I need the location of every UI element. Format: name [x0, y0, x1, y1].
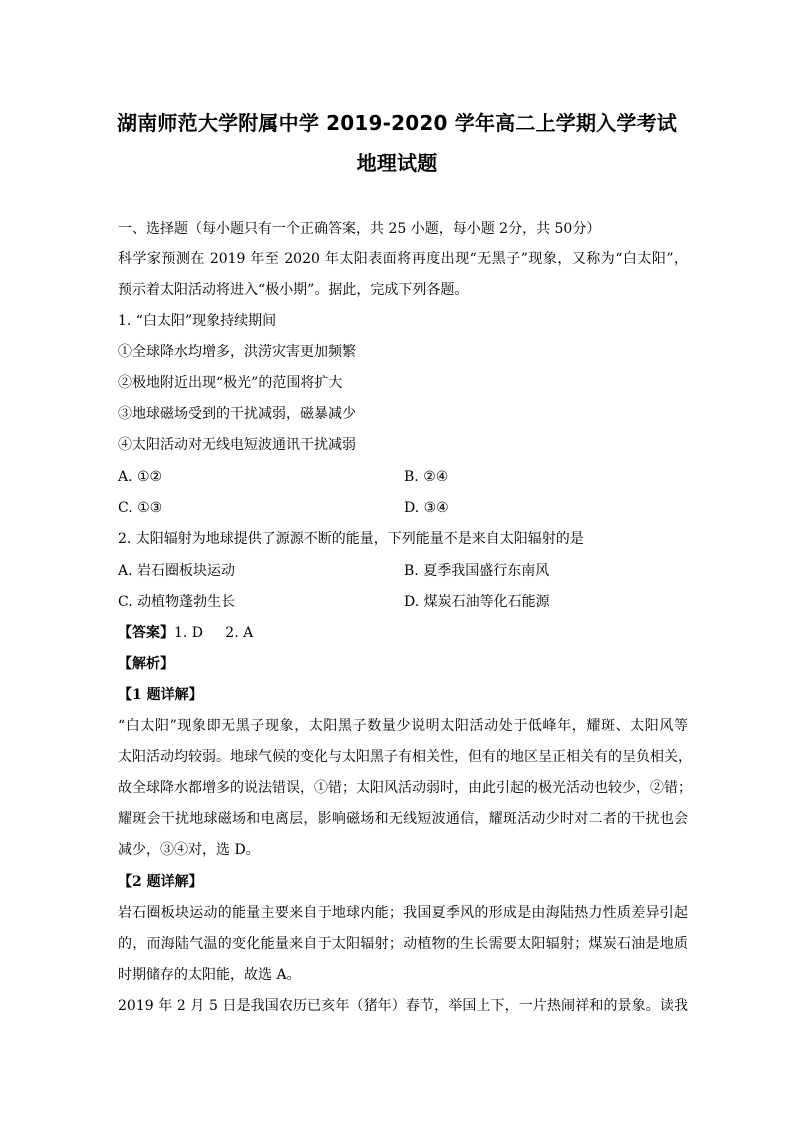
next-question-intro: 2019 年 2 月 5 日是我国农历已亥年（猪年）春节，举国上下，一片热闹祥和的景象。读我	[118, 998, 688, 1014]
question-1-stem: 1. “白太阳”现象持续期间	[118, 313, 277, 329]
detail-1-line-1: “白太阳”现象即无黑子现象，太阳黑子数量少说明太阳活动处于低峰年，耀斑、太阳风等	[118, 718, 688, 734]
question-1-statement-3: ③地球磁场受到的干扰减弱，磁暴减少	[118, 406, 356, 422]
detail-1-line-2: 太阳活动均较弱。地球气候的变化与太阳黑子有相关性，但有的地区呈正相关有的呈负相关，	[118, 749, 692, 765]
question-1-options-row-2	[118, 498, 688, 518]
intro-line-1: 科学家预测在 2019 年至 2020 年太阳表面将再度出现“无黑子”现象，又称为“白太阳”，	[118, 251, 688, 267]
option-a: A. ①②	[118, 469, 163, 485]
detail-1-line-3: 故全球降水都增多的说法错误，①错；太阳风活动弱时，由此引起的极光活动也较少，②错；	[118, 780, 692, 796]
detail-1-line-4: 耀斑会干扰地球磁场和电离层，影响磁场和无线短波通信，耀斑活动少时对二者的干扰也会	[118, 811, 688, 827]
exam-subtitle: 地理试题	[356, 151, 438, 175]
detail-2-line-1: 岩石圈板块运动的能量主要来自于地球内能；我国夏季风的形成是由海陆热力性质差异引起	[118, 905, 688, 921]
option-b: B. 夏季我国盛行东南风	[404, 563, 550, 579]
detail-2-line-3: 时期储存的太阳能，故选 A。	[118, 967, 301, 983]
detail-2-label: 【2 题详解】	[118, 874, 203, 890]
answer-label: 【答案】	[118, 625, 174, 641]
question-2-stem: 2. 太阳辐射为地球提供了源源不断的能量，下列能量不是来自太阳辐射的是	[118, 531, 584, 547]
option-c: C. ①③	[118, 500, 163, 516]
detail-1-label: 【1 题详解】	[118, 687, 203, 703]
option-c: C. 动植物蓬勃生长	[118, 594, 236, 610]
question-2-options-row-1	[118, 561, 688, 581]
question-1-statement-4: ④太阳活动对无线电短波通讯干扰减弱	[118, 437, 356, 453]
option-d: D. 煤炭石油等化石能源	[404, 594, 550, 610]
question-1-statement-1: ①全球降水均增多，洪涝灾害更加频繁	[118, 344, 356, 360]
answer-line	[118, 623, 688, 643]
exam-title: 湖南师范大学附属中学 2019-2020 学年高二上学期入学考试	[117, 111, 677, 135]
option-b: B. ②④	[404, 469, 449, 485]
option-a: A. 岩石圈板块运动	[118, 563, 236, 579]
analysis-label: 【解析】	[118, 656, 174, 672]
question-1-options-row-1	[118, 467, 688, 487]
answer-text: 1. D 2. A	[174, 625, 254, 641]
detail-2-line-2: 的，而海陆气温的变化能量来自于太阳辐射；动植物的生长需要太阳辐射；煤炭石油是地质	[118, 936, 688, 952]
detail-1-line-5: 减少，③④对，选 D。	[118, 842, 260, 858]
section-header: 一、选择题（每小题只有一个正确答案，共 25 小题，每小题 2分，共 50分）	[118, 221, 601, 237]
question-2-options-row-2	[118, 592, 688, 612]
intro-line-2: 预示着太阳活动将进入“极小期”。据此，完成下列各题。	[118, 282, 469, 298]
option-d: D. ③④	[404, 500, 449, 516]
question-1-statement-2: ②极地附近出现“极光”的范围将扩大	[118, 375, 343, 391]
